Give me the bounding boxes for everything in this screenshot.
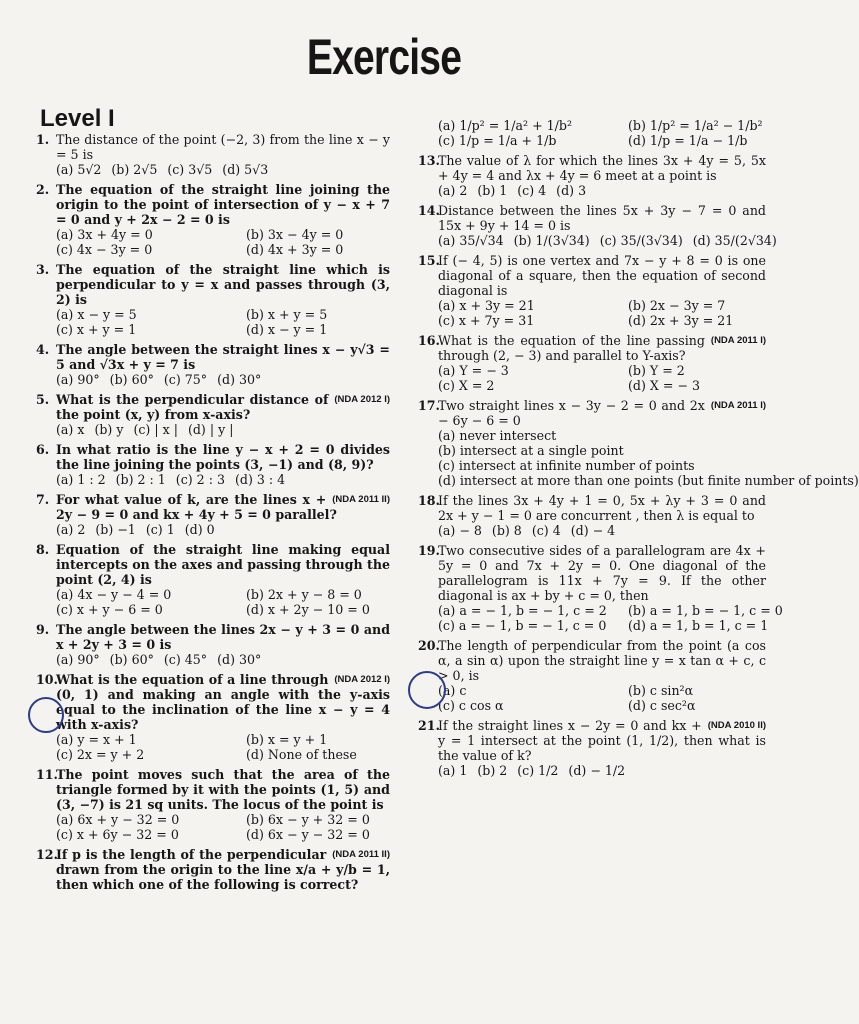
answer-option: (c) x + y = 1 [56,322,137,337]
question-body: What is the equation of the line passing through (2, − 3) and parallel to Y-axis? [438,333,705,363]
answer-option: (c) X = 2 [438,378,495,393]
answer-options [438,118,766,148]
answer-option: (b) −1 [95,522,136,537]
question-text [56,847,390,892]
answer-option: (a) 6x + y − 32 = 0 [56,812,180,827]
answer-options [56,587,390,617]
question-item [418,203,777,248]
question-number: 15. [418,253,440,268]
question-item [36,442,390,487]
question-number: 7. [36,492,50,507]
question-body: Two straight lines x − 3y − 2 = 0 and 2x − 6y − 6 = 0 [438,398,705,428]
question-item [36,672,390,762]
answer-option: (b) 60° [109,652,154,667]
answer-option: (b) 60° [109,372,154,387]
answer-option: (b) 2√5 [111,162,158,177]
question-number: 21. [418,718,440,733]
pen-circle-question-10 [28,697,64,733]
answer-option: (c) 4 [531,523,561,538]
question-text [438,203,766,233]
answer-option: (d) − 1/2 [568,763,626,778]
question-item [418,543,783,633]
answer-option: (b) Y = 2 [628,363,685,378]
answer-option: (c) x + y − 6 = 0 [56,602,163,617]
answer-option: (c) 2 : 3 [175,472,225,487]
answer-option: (d) 35/(2√34) [692,233,777,248]
answer-option: (a) 1/p² = 1/a² + 1/b² [438,118,572,133]
answer-option: (d) 3 [556,183,587,198]
answer-option: (d) x − y = 1 [246,322,328,337]
question-number: 16. [418,333,440,348]
exam-tag: (NDA 2010 II) [707,720,766,731]
answer-option: (c) x + 6y − 32 = 0 [56,827,179,842]
answer-option: (c) intersect at infinite number of points [438,458,695,473]
question-body: The length of perpendicular from the point (a cos α, a sin α) upon the straight line y = x tan α + c, c > 0, is [438,638,766,683]
answer-option: (b) 1/p² = 1/a² − 1/b² [628,118,763,133]
answer-option: (a) 2 [438,183,468,198]
answer-option: (a) x + 3y = 21 [438,298,535,313]
answer-options [56,307,390,337]
question-item [36,132,390,177]
question-text [56,392,390,422]
question-body: The equation of the straight line which is perpendicular to y = x and passes through (3, 2) is [56,262,390,307]
question-item [36,622,390,667]
answer-option: (b) 6x − y + 32 = 0 [246,812,370,827]
question-item [36,767,390,842]
question-number: 8. [36,542,50,557]
question-text [56,182,390,227]
answer-options [56,227,390,257]
right-column [418,118,859,783]
answer-option: (c) 1/2 [517,763,559,778]
left-column [36,132,390,897]
question-number: 9. [36,622,50,637]
question-item [418,253,766,328]
question-body: The distance of the point (−2, 3) from the line x − y = 5 is [56,132,390,162]
exam-tag: (NDA 2012 I) [334,674,390,685]
answer-option: (a) Y = − 3 [438,363,509,378]
answer-options [438,428,859,488]
answer-option: (c) 2x = y + 2 [56,747,145,762]
question-body: For what value of k, are the lines x + 2y − 9 = 0 and kx + 4y + 5 = 0 parallel? [56,492,337,522]
answer-option: (b) 2 [477,763,508,778]
answer-options [438,233,777,248]
answer-option: (a) c [438,683,467,698]
answer-option: (a) 1 [438,763,468,778]
answer-options [56,652,390,667]
answer-option: (b) 2x − 3y = 7 [628,298,726,313]
question-item [36,847,390,892]
answer-option: (b) 1/(3√34) [513,233,590,248]
question-body: The equation of the straight line joining the origin to the point of intersection of y − x + 7 = 0 and y + 2x − 2 = 0 is [56,182,390,227]
question-text [438,333,766,363]
answer-options [438,363,766,393]
question-number: 12. [36,847,58,862]
answer-option: (c) 1 [145,522,175,537]
answer-option: (c) 1/p = 1/a + 1/b [438,133,557,148]
answer-options [56,372,390,387]
question-body: The angle between the lines 2x − y + 3 = 0 and x + 2y + 3 = 0 is [56,622,390,652]
answer-option: (c) 4x − 3y = 0 [56,242,153,257]
answer-option: (d) 0 [184,522,215,537]
question-item [418,333,766,393]
answer-option: (b) 2x + y − 8 = 0 [246,587,362,602]
question-number: 4. [36,342,50,357]
question-number: 19. [418,543,440,558]
answer-option: (a) 3x + 4y = 0 [56,227,153,242]
question-body: If p is the length of the perpendicular drawn from the origin to the line x/a + y/b = 1, then which one of the following is correct? [56,847,390,892]
question-text [438,153,766,183]
answer-option: (d) − 4 [570,523,616,538]
question-number: 6. [36,442,50,457]
answer-options [438,603,783,633]
answer-option: (a) 2 [56,522,86,537]
pen-circle-question-19 [408,671,446,709]
answer-option: (d) 6x − y − 32 = 0 [246,827,370,842]
answer-option: (d) 5√3 [222,162,269,177]
question-number: 14. [418,203,440,218]
question-item [418,118,766,148]
question-number: 11. [36,767,58,782]
answer-options [438,523,766,538]
question-text [56,342,390,372]
answer-option: (c) 3√5 [167,162,213,177]
question-item [36,342,390,387]
page-title: Exercise [306,29,462,85]
answer-options [56,732,390,762]
question-text [56,542,390,587]
exam-tag: (NDA 2011 I) [710,335,766,346]
answer-option: (b) c sin²α [628,683,694,698]
answer-options [56,472,390,487]
question-item [36,262,390,337]
answer-option: (a) never intersect [438,428,557,443]
question-text [56,442,390,472]
answer-option: (d) | y | [187,422,234,437]
answer-option: (a) − 8 [438,523,482,538]
answer-options [438,183,766,198]
answer-option: (d) x + 2y − 10 = 0 [246,602,370,617]
question-number: 1. [36,132,50,147]
answer-option: (c) x + 7y = 31 [438,313,535,328]
answer-option: (c) c cos α [438,698,504,713]
answer-option: (b) 2 : 1 [115,472,166,487]
question-text [56,492,390,522]
answer-option: (a) 4x − y − 4 = 0 [56,587,172,602]
answer-option: (d) 1/p = 1/a − 1/b [628,133,748,148]
answer-option: (a) 1 : 2 [56,472,106,487]
answer-option: (b) a = 1, b = − 1, c = 0 [628,603,783,618]
question-text [438,493,766,523]
question-text [56,672,390,732]
question-item [418,398,859,488]
question-item [36,492,390,537]
exam-tag: (NDA 2012 I) [334,394,390,405]
answer-option: (d) 2x + 3y = 21 [628,313,734,328]
answer-option: (d) 4x + 3y = 0 [246,242,344,257]
question-text [438,718,766,763]
question-number: 3. [36,262,50,277]
answer-option: (b) x + y = 5 [246,307,328,322]
question-text [438,253,766,298]
question-item [36,392,390,437]
question-body: Distance between the lines 5x + 3y − 7 = 0 and 15x + 9y + 14 = 0 is [438,203,766,233]
exam-tag: (NDA 2011 I) [710,400,766,411]
answer-options [438,763,766,778]
question-body: If the straight lines x − 2y = 0 and kx + y = 1 intersect at the point (1, 1/2), then what is the value of k? [438,718,766,763]
answer-option: (a) x − y = 5 [56,307,137,322]
answer-option: (c) 4 [517,183,547,198]
question-body: What is the equation of a line through (0, 1) and making an angle with the y-axis equal to the inclination of the line x − y = 4 with x-axis? [56,672,390,732]
question-number: 10. [36,672,58,687]
answer-option: (b) intersect at a single point [438,443,624,458]
question-text [56,767,390,812]
question-item [36,182,390,257]
answer-option: (d) a = 1, b = 1, c = 1 [628,618,769,633]
question-number: 13. [418,153,440,168]
question-body: If the lines 3x + 4y + 1 = 0, 5x + λy + 3 = 0 and 2x + y − 1 = 0 are concurrent , then λ is equal to [438,493,766,523]
answer-option: (c) 45° [163,652,208,667]
question-text [56,262,390,307]
answer-option: (c) | x | [133,422,178,437]
answer-option: (a) 5√2 [56,162,102,177]
answer-option: (c) a = − 1, b = − 1, c = 0 [438,618,607,633]
answer-option: (c) 75° [163,372,208,387]
question-text [56,622,390,652]
answer-option: (a) x [56,422,85,437]
question-number: 5. [36,392,50,407]
question-body: If (− 4, 5) is one vertex and 7x − y + 8 = 0 is one diagonal of a square, then the equation of second diagonal is [438,253,766,298]
question-item [36,542,390,617]
question-item [418,718,766,778]
answer-option: (b) x = y + 1 [246,732,328,747]
question-body: The angle between the straight lines x − y√3 = 5 and √3x + y = 7 is [56,342,390,372]
answer-option: (c) 35/(3√34) [599,233,683,248]
answer-option: (b) y [94,422,124,437]
exam-tag: (NDA 2011 II) [332,494,390,505]
answer-options [56,522,390,537]
answer-options [438,298,766,328]
question-item [418,153,766,198]
answer-option: (b) 3x − 4y = 0 [246,227,344,242]
answer-option: (d) X = − 3 [628,378,700,393]
answer-option: (d) intersect at more than one points (but finite number of points) [438,473,859,488]
answer-option: (d) 30° [217,652,262,667]
question-text [438,638,766,683]
question-body: Two consecutive sides of a parallelogram are 4x + 5y = 0 and 7x + 2y = 0. One diagonal of the parallelogram is 11x + 7y = 9. If the other diagonal is ax + by + c = 0, then [438,543,766,603]
answer-option: (a) 90° [56,372,100,387]
answer-option: (a) 35/√34 [438,233,504,248]
question-body: The value of λ for which the lines 3x + 4y = 5, 5x + 4y = 4 and λx + 4y = 6 meet at a point is [438,153,766,183]
answer-options [56,162,390,177]
exam-tag: (NDA 2011 II) [332,849,390,860]
question-text [438,543,766,603]
answer-option: (a) y = x + 1 [56,732,137,747]
question-body: What is the perpendicular distance of the point (x, y) from x-axis? [56,392,329,422]
question-body: The point moves such that the area of the triangle formed by it with the points (1, 5) and (3, −7) is 21 sq units. The locus of the point is [56,767,390,812]
answer-option: (d) None of these [246,747,357,762]
answer-option: (a) 90° [56,652,100,667]
question-text [438,398,766,428]
question-text [56,132,390,162]
answer-option: (d) 3 : 4 [234,472,286,487]
answer-option: (b) 1 [477,183,508,198]
answer-options [56,812,390,842]
question-item [418,493,766,538]
answer-options [56,422,390,437]
question-number: 18. [418,493,440,508]
level-heading: Level I [40,105,115,132]
answer-options [438,683,766,713]
question-body: In what ratio is the line y − x + 2 = 0 divides the line joining the points (3, −1) and (8, 9)? [56,442,390,472]
question-number: 20. [418,638,440,653]
answer-option: (d) c sec²α [628,698,696,713]
answer-option: (b) 8 [491,523,522,538]
question-number: 17. [418,398,440,413]
question-body: Equation of the straight line making equal intercepts on the axes and passing through the point (2, 4) is [56,542,390,587]
question-number: 2. [36,182,50,197]
question-item [418,638,766,713]
answer-option: (a) a = − 1, b = − 1, c = 2 [438,603,607,618]
answer-option: (d) 30° [217,372,262,387]
